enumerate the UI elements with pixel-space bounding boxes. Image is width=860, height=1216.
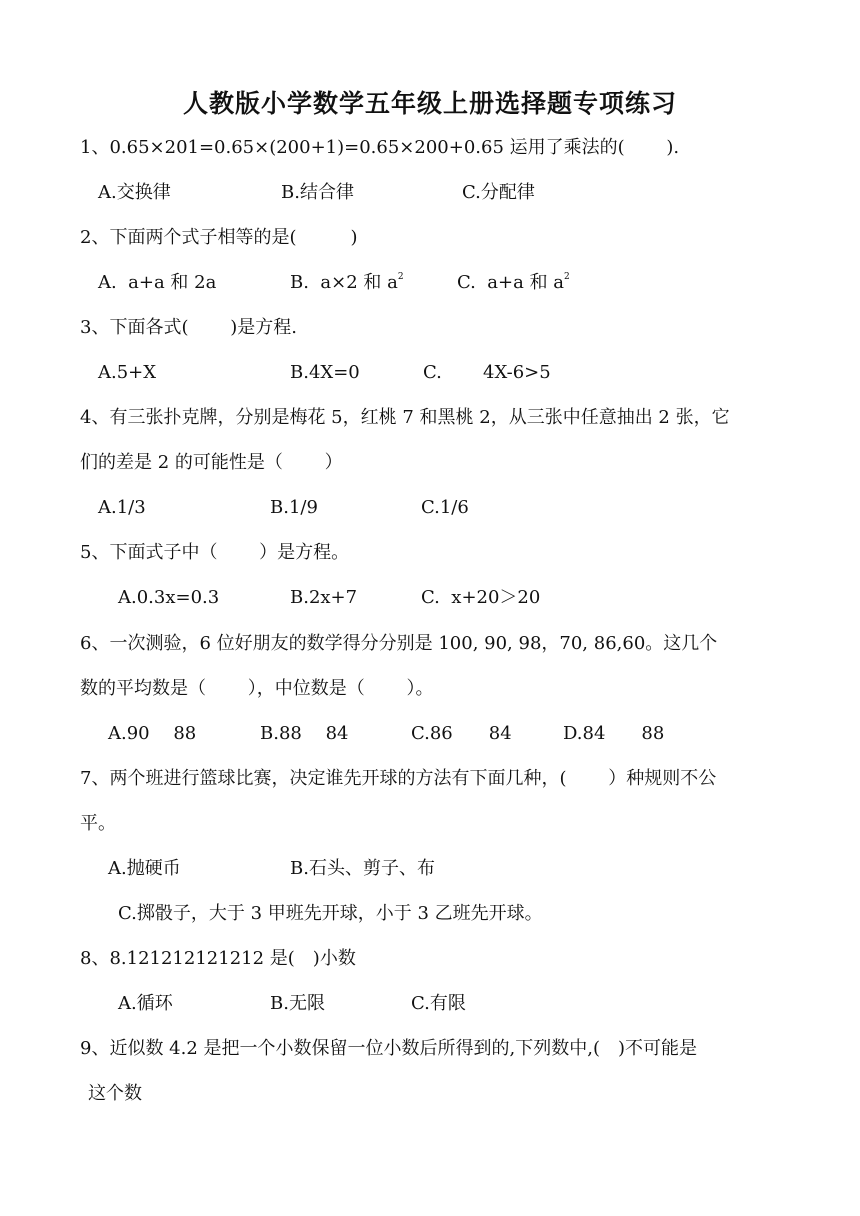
q3-option-c-expression: 4X-6>5 bbox=[483, 362, 551, 383]
q2-option-b-exponent: 2 bbox=[397, 272, 404, 282]
q8-option-b: B.无限 bbox=[270, 993, 325, 1014]
q1-option-b: B.结合律 bbox=[281, 182, 354, 203]
question-3: 3、下面各式( )是方程. bbox=[80, 317, 297, 338]
q8-option-c: C.有限 bbox=[411, 993, 466, 1014]
q1-option-c: C.分配律 bbox=[462, 182, 535, 203]
q5-option-c: C. x+20＞20 bbox=[421, 587, 541, 608]
q6-option-a: A.90 88 bbox=[108, 723, 197, 744]
q4-option-c: C.1/6 bbox=[421, 497, 469, 518]
question-2: 2、下面两个式子相等的是( ) bbox=[80, 227, 358, 248]
question-1: 1、0.65×201=0.65×(200+1)=0.65×200+0.65 运用了乘法的( ). bbox=[80, 137, 680, 158]
question-4-line-2: 们的差是 2 的可能性是（ ） bbox=[80, 452, 343, 473]
question-6-line-1: 6、一次测验，6 位好朋友的数学得分分别是 100, 90, 98，70, 86,60。这几个 bbox=[80, 633, 718, 654]
q5-option-b: B.2x+7 bbox=[290, 587, 358, 608]
q7-option-b: B.石头、剪子、布 bbox=[290, 858, 435, 879]
q6-option-d: D.84 88 bbox=[563, 723, 665, 744]
q2-option-c bbox=[457, 271, 570, 295]
q2-option-b bbox=[290, 271, 404, 295]
question-5: 5、下面式子中（ ）是方程。 bbox=[80, 542, 350, 563]
question-8: 8、8.121212121212 是( )小数 bbox=[80, 948, 356, 969]
question-7-line-1: 7、两个班进行篮球比赛，决定谁先开球的方法有下面几种，( ）种规则不公 bbox=[80, 768, 717, 789]
q2-option-c-text: C. a+a 和 a bbox=[457, 272, 565, 293]
page-title: 人教版小学数学五年级上册选择题专项练习 bbox=[182, 89, 677, 118]
q3-option-c: C. bbox=[423, 362, 442, 383]
q2-option-c-exponent: 2 bbox=[564, 272, 570, 282]
q8-option-a: A.循环 bbox=[118, 993, 173, 1014]
q4-option-b: B.1/9 bbox=[270, 497, 318, 518]
q3-option-b: B.4X=0 bbox=[290, 362, 360, 383]
q6-option-b: B.88 84 bbox=[260, 723, 349, 744]
q4-option-a: A.1/3 bbox=[98, 497, 146, 518]
q5-option-a: A.0.3x=0.3 bbox=[118, 587, 220, 608]
q7-option-c: C.掷骰子，大于 3 甲班先开球，小于 3 乙班先开球。 bbox=[118, 903, 543, 924]
q3-option-a: A.5+X bbox=[98, 362, 157, 383]
q1-option-a: A.交换律 bbox=[98, 182, 171, 203]
question-4-line-1: 4、有三张扑克牌，分别是梅花 5，红桃 7 和黑桃 2，从三张中任意抽出 2 张，它 bbox=[80, 407, 730, 428]
question-9-line-2: 这个数 bbox=[88, 1083, 142, 1104]
q2-option-a-text: A. a+a 和 2a bbox=[98, 272, 217, 293]
q6-option-c: C.86 84 bbox=[411, 723, 512, 744]
q7-option-a: A.抛硬币 bbox=[108, 858, 181, 879]
q2-option-b-text: B. a×2 和 a bbox=[290, 272, 398, 293]
q2-option-a bbox=[98, 271, 216, 295]
question-6-line-2: 数的平均数是（ ），中位数是（ ）。 bbox=[80, 678, 434, 699]
question-9-line-1: 9、近似数 4.2 是把一个小数保留一位小数后所得到的,下列数中,( )不可能是 bbox=[80, 1038, 698, 1059]
question-7-line-2: 平。 bbox=[80, 813, 116, 834]
